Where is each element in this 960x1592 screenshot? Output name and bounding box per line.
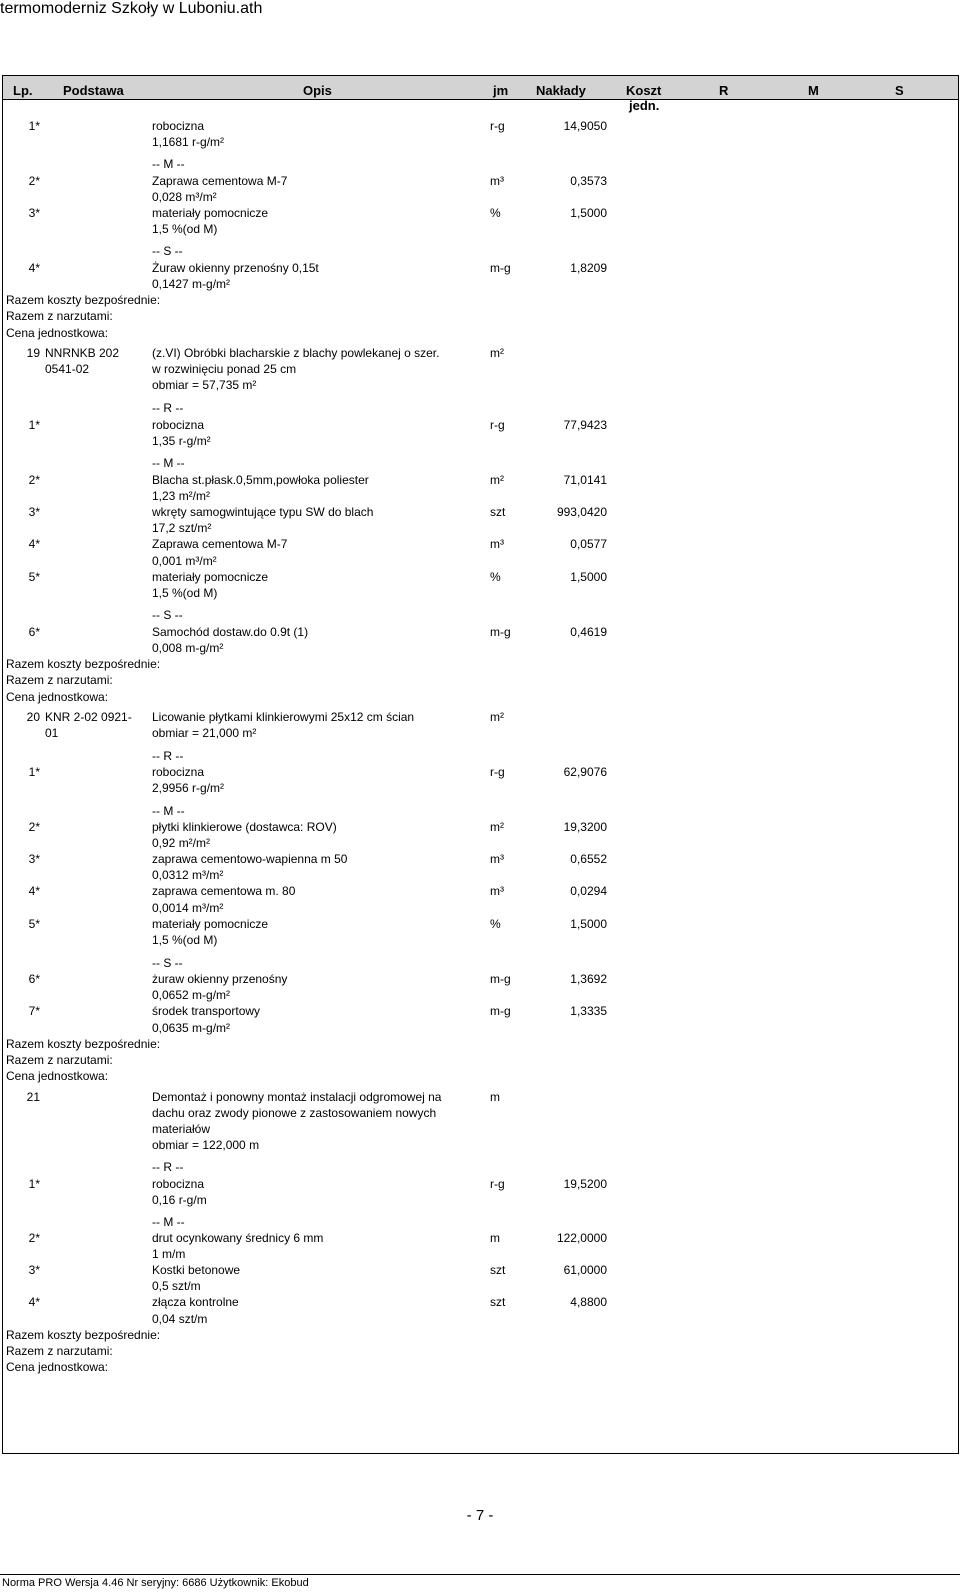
row-opis: 1,23 m²/m² <box>152 489 211 503</box>
header-m: M <box>808 83 819 98</box>
row-jm: m³ <box>490 852 504 866</box>
row-opis: 0,5 szt/m <box>152 1279 201 1293</box>
row-lp: Cena jednostkowa: <box>6 1360 109 1374</box>
row-jm: m-g <box>490 972 511 986</box>
row-jm: r-g <box>490 765 505 779</box>
row-opis: -- R -- <box>152 749 184 763</box>
row-val: 0,4619 <box>570 625 607 639</box>
row-opis: -- M -- <box>152 1215 185 1229</box>
row-jm: m <box>490 1231 500 1245</box>
row-val: 1,5000 <box>570 917 607 931</box>
header-koszt-jedn: jedn. <box>629 98 660 113</box>
row-opis: Blacha st.płask.0,5mm,powłoka poliester <box>152 473 369 487</box>
row-val: 0,3573 <box>570 174 607 188</box>
header-koszt: Koszt <box>626 83 662 98</box>
row-opis: materiały pomocnicze <box>152 917 269 931</box>
row-opis: płytki klinkierowe (dostawca: ROV) <box>152 820 337 834</box>
row-opis: Demontaż i ponowny montaż instalacji odgromowej na <box>152 1090 442 1104</box>
row-val: 4,8800 <box>570 1295 607 1309</box>
row-opis: materiały pomocnicze <box>152 570 269 584</box>
row-lp: 5* <box>28 917 40 931</box>
row-val: 77,9423 <box>563 418 607 432</box>
row-opis: 1,5 %(od M) <box>152 933 218 947</box>
row-jm: m³ <box>490 174 504 188</box>
row-val: 62,9076 <box>563 765 607 779</box>
row-jm: m <box>490 1090 500 1104</box>
row-opis: Kostki betonowe <box>152 1263 241 1277</box>
row-jm: m-g <box>490 1004 511 1018</box>
row-val: 14,9050 <box>563 119 607 133</box>
row-opis: robocizna <box>152 119 205 133</box>
row-opis: -- R -- <box>152 1160 184 1174</box>
row-lp: 7* <box>28 1004 40 1018</box>
row-podstawa: KNR 2-02 0921- <box>45 710 132 724</box>
row-opis: 0,0652 m-g/m² <box>152 988 231 1002</box>
row-lp: Razem z narzutami: <box>6 309 113 323</box>
row-val: 0,0577 <box>570 537 607 551</box>
row-lp: 3* <box>28 505 40 519</box>
row-opis: żuraw okienny przenośny <box>152 972 288 986</box>
document-title: termomoderniz Szkoły w Luboniu.ath <box>0 0 263 17</box>
row-opis: 1,5 %(od M) <box>152 586 218 600</box>
row-opis: dachu oraz zwody pionowe z zastosowaniem nowych <box>152 1106 437 1120</box>
header-podstawa: Podstawa <box>63 83 124 98</box>
footer-divider <box>0 1574 960 1575</box>
row-opis: 1,1681 r-g/m² <box>152 135 225 149</box>
row-jm: m-g <box>490 261 511 275</box>
row-lp: 20 <box>26 710 40 724</box>
row-lp: 2* <box>28 820 40 834</box>
row-val: 1,5000 <box>570 206 607 220</box>
row-opis: środek transportowy <box>152 1004 261 1018</box>
row-jm: m-g <box>490 625 511 639</box>
row-lp: 2* <box>28 1231 40 1245</box>
table-header <box>3 76 958 113</box>
row-jm: szt <box>490 1263 506 1277</box>
row-opis: materiały pomocnicze <box>152 206 269 220</box>
row-opis: Zaprawa cementowa M-7 <box>152 537 288 551</box>
row-opis: drut ocynkowany średnicy 6 mm <box>152 1231 324 1245</box>
row-val: 1,5000 <box>570 570 607 584</box>
row-lp: 1* <box>28 1177 40 1191</box>
row-lp: 2* <box>28 473 40 487</box>
row-lp: 6* <box>28 972 40 986</box>
row-jm: r-g <box>490 418 505 432</box>
row-lp: Razem z narzutami: <box>6 1053 113 1067</box>
row-opis: 0,92 m²/m² <box>152 836 211 850</box>
row-lp: 3* <box>28 852 40 866</box>
row-opis: Żuraw okienny przenośny 0,15t <box>152 261 319 275</box>
row-lp: Cena jednostkowa: <box>6 326 109 340</box>
row-val: 1,3692 <box>570 972 607 986</box>
row-opis: -- M -- <box>152 157 185 171</box>
row-lp: 5* <box>28 570 40 584</box>
row-opis: 0,04 szt/m <box>152 1312 208 1326</box>
row-opis: Licowanie płytkami klinkierowymi 25x12 cm ścian <box>152 710 415 724</box>
row-jm: r-g <box>490 119 505 133</box>
row-opis: zaprawa cementowo-wapienna m 50 <box>152 852 348 866</box>
row-lp: 4* <box>28 261 40 275</box>
row-opis: materiałów <box>152 1122 211 1136</box>
row-opis: obmiar = 122,000 m <box>152 1138 260 1152</box>
row-lp: 4* <box>28 884 40 898</box>
row-opis: -- S -- <box>152 244 183 258</box>
row-val: 19,5200 <box>563 1177 607 1191</box>
row-val: 1,8209 <box>570 261 607 275</box>
row-jm: % <box>490 917 501 931</box>
row-lp: Razem koszty bezpośrednie: <box>6 657 161 671</box>
row-jm: szt <box>490 505 506 519</box>
row-opis: -- M -- <box>152 456 185 470</box>
row-opis: 0,001 m³/m² <box>152 554 217 568</box>
row-val: 19,3200 <box>563 820 607 834</box>
row-opis: 1,5 %(od M) <box>152 222 218 236</box>
row-opis: złącza kontrolne <box>152 1295 239 1309</box>
row-jm: m² <box>490 820 504 834</box>
row-opis: robocizna <box>152 765 205 779</box>
row-opis: obmiar = 57,735 m² <box>152 378 257 392</box>
row-opis: 1,35 r-g/m² <box>152 434 211 448</box>
header-lp: Lp. <box>13 83 33 98</box>
row-opis: 0,028 m³/m² <box>152 190 217 204</box>
header-r: R <box>719 83 729 98</box>
row-lp: Razem koszty bezpośrednie: <box>6 1328 161 1342</box>
row-lp: 19 <box>26 346 40 360</box>
row-opis: -- R -- <box>152 401 184 415</box>
row-lp: 6* <box>28 625 40 639</box>
page-number: - 7 - <box>466 1507 494 1524</box>
row-lp: Cena jednostkowa: <box>6 690 109 704</box>
header-opis: Opis <box>303 83 332 98</box>
row-opis: 0,16 r-g/m <box>152 1193 207 1207</box>
row-jm: m² <box>490 346 504 360</box>
row-jm: r-g <box>490 1177 505 1191</box>
row-lp: Razem z narzutami: <box>6 673 113 687</box>
row-opis: robocizna <box>152 1177 205 1191</box>
row-lp: Razem koszty bezpośrednie: <box>6 293 161 307</box>
row-lp: 4* <box>28 1295 40 1309</box>
row-podstawa: 01 <box>45 726 59 740</box>
row-val: 71,0141 <box>563 473 607 487</box>
row-lp: Razem z narzutami: <box>6 1344 113 1358</box>
row-podstawa: 0541-02 <box>45 362 90 376</box>
row-jm: m² <box>490 710 504 724</box>
header-s: S <box>895 83 904 98</box>
header-naklady: Nakłady <box>536 83 586 98</box>
row-lp: 1* <box>28 765 40 779</box>
row-val: 993,0420 <box>556 505 607 519</box>
row-jm: m² <box>490 473 504 487</box>
row-val: 0,6552 <box>570 852 607 866</box>
row-lp: 21 <box>26 1090 40 1104</box>
row-jm: m³ <box>490 884 504 898</box>
row-lp: Razem koszty bezpośrednie: <box>6 1037 161 1051</box>
row-lp: Cena jednostkowa: <box>6 1069 109 1083</box>
row-podstawa: NNRNKB 202 <box>45 346 120 360</box>
row-val: 0,0294 <box>570 884 607 898</box>
row-opis: wkręty samogwintujące typu SW do blach <box>152 505 374 519</box>
row-opis: -- S -- <box>152 608 183 622</box>
row-val: 61,0000 <box>563 1263 607 1277</box>
row-opis: obmiar = 21,000 m² <box>152 726 257 740</box>
row-jm: % <box>490 570 501 584</box>
row-opis: -- M -- <box>152 804 185 818</box>
row-opis: Zaprawa cementowa M-7 <box>152 174 288 188</box>
row-jm: szt <box>490 1295 506 1309</box>
row-opis: zaprawa cementowa m. 80 <box>152 884 296 898</box>
row-jm: m³ <box>490 537 504 551</box>
row-lp: 3* <box>28 206 40 220</box>
row-opis: robocizna <box>152 418 205 432</box>
row-val: 122,0000 <box>556 1231 607 1245</box>
row-opis: Samochód dostaw.do 0.9t (1) <box>152 625 309 639</box>
row-opis: (z.VI) Obróbki blacharskie z blachy powlekanej o szer. <box>152 346 440 360</box>
footer-text: Norma PRO Wersja 4.46 Nr seryjny: 6686 Użytkownik: Ekobud <box>2 1577 309 1589</box>
cost-table <box>2 75 959 1454</box>
row-lp: 4* <box>28 537 40 551</box>
row-lp: 2* <box>28 174 40 188</box>
row-jm: % <box>490 206 501 220</box>
row-val: 1,3335 <box>570 1004 607 1018</box>
row-opis: 2,9956 r-g/m² <box>152 781 225 795</box>
row-opis: 0,0312 m³/m² <box>152 868 224 882</box>
row-opis: 0,0635 m-g/m² <box>152 1021 231 1035</box>
row-opis: 1 m/m <box>152 1247 186 1261</box>
header-jm: jm <box>493 83 509 98</box>
row-opis: w rozwinięciu ponad 25 cm <box>152 362 297 376</box>
row-opis: 0,1427 m-g/m² <box>152 277 231 291</box>
row-opis: 0,0014 m³/m² <box>152 901 224 915</box>
row-opis: 17,2 szt/m² <box>152 521 212 535</box>
row-opis: -- S -- <box>152 956 183 970</box>
row-lp: 1* <box>28 418 40 432</box>
row-lp: 3* <box>28 1263 40 1277</box>
row-opis: 0,008 m-g/m² <box>152 641 224 655</box>
row-lp: 1* <box>28 119 40 133</box>
